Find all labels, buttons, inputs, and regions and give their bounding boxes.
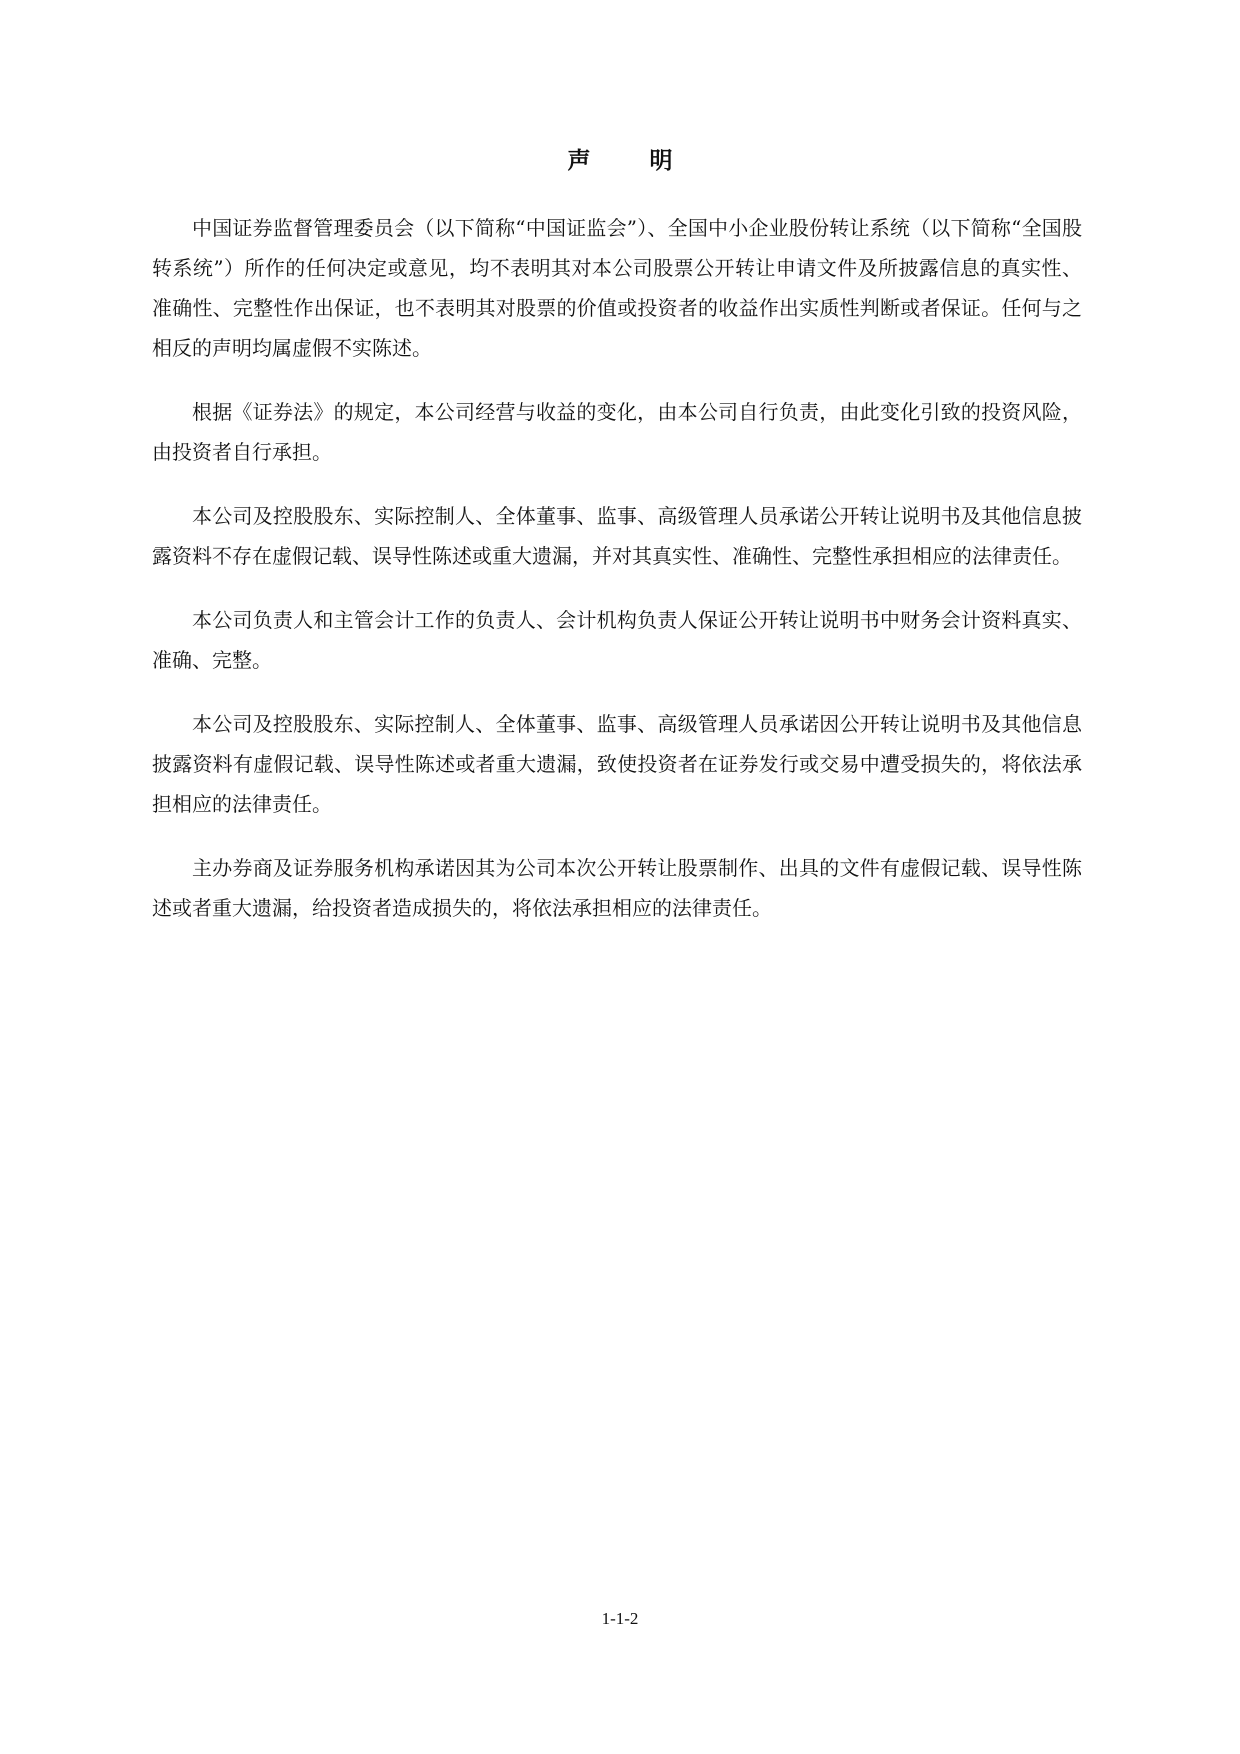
paragraph-3: 本公司及控股股东、实际控制人、全体董事、监事、高级管理人员承诺公开转让说明书及其他信息披露资料不存在虚假记载、误导性陈述或重大遗漏，并对其真实性、准确性、完整性承担相应的法律责任。 bbox=[152, 504, 1082, 568]
paragraph-6: 主办券商及证券服务机构承诺因其为公司本次公开转让股票制作、出具的文件有虚假记载、误导性陈述或者重大遗漏，给投资者造成损失的，将依法承担相应的法律责任。 bbox=[152, 856, 1082, 920]
page-number: 1-1-2 bbox=[601, 1609, 639, 1628]
paragraph-1: 中国证券监督管理委员会（以下简称“中国证监会”）、全国中小企业股份转让系统（以下简称“全国股转系统”）所作的任何决定或意见，均不表明其对本公司股票公开转让申请文件及所披露信息的真实性、准确性、完整性作出保证，也不表明其对股票的价值或投资者的收益作出实质性判断或者保证。任何与之相反的声明均属虚假不实陈述。 bbox=[152, 216, 1082, 360]
paragraph-2: 根据《证券法》的规定，本公司经营与收益的变化，由本公司自行负责，由此变化引致的投资风险，由投资者自行承担。 bbox=[152, 400, 1082, 464]
paragraph-5: 本公司及控股股东、实际控制人、全体董事、监事、高级管理人员承诺因公开转让说明书及其他信息披露资料有虚假记载、误导性陈述或者重大遗漏，致使投资者在证券发行或交易中遭受损失的，将依法承担相应的法律责任。 bbox=[152, 712, 1082, 816]
paragraph-4: 本公司负责人和主管会计工作的负责人、会计机构负责人保证公开转让说明书中财务会计资料真实、准确、完整。 bbox=[152, 608, 1082, 672]
document-body bbox=[152, 208, 1082, 952]
page-title: 声 明 bbox=[567, 148, 691, 174]
